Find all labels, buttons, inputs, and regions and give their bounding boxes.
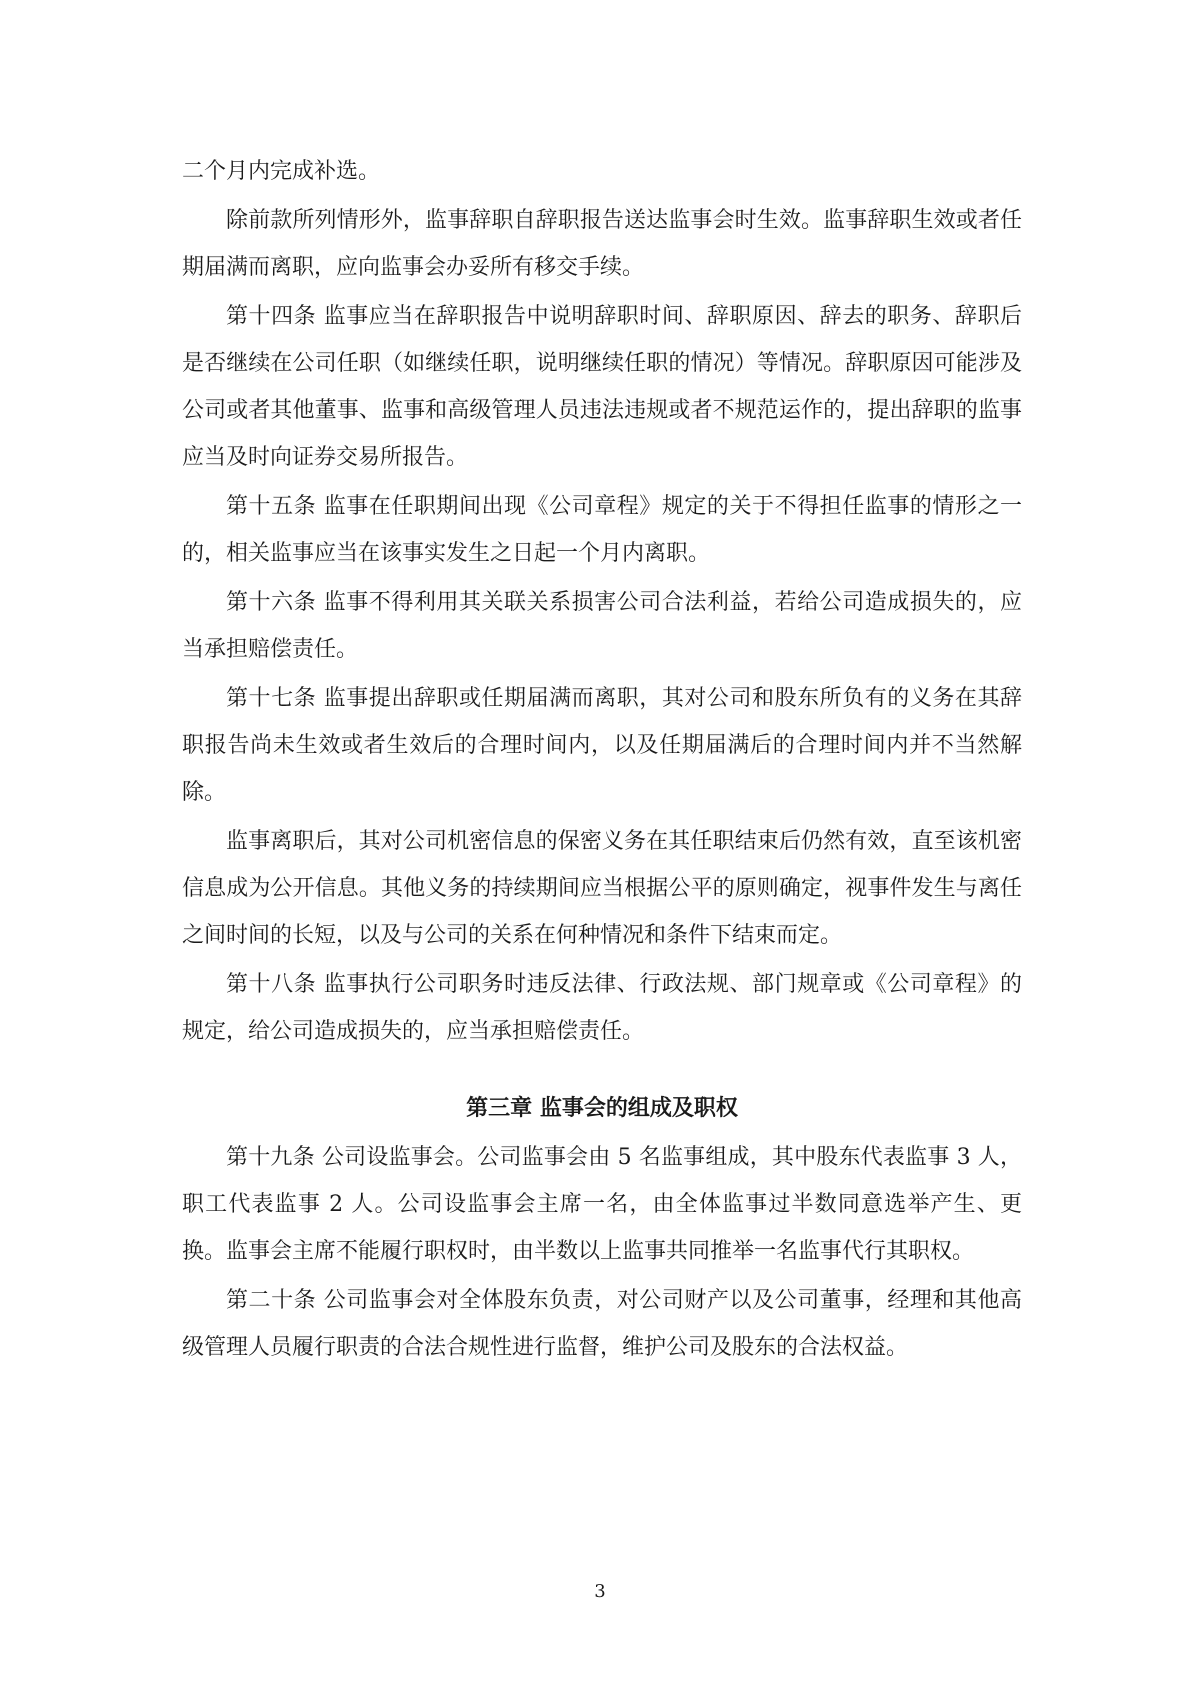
paragraph-0: 二个月内完成补选。 xyxy=(182,159,381,184)
paragraph-article-19: 第十九条 公司设监事会。公司监事会由 5 名监事组成，其中股东代表监事 3 人，职工代表监事 2 人。公司设监事会主席一名，由全体监事过半数同意选举产生、更换。监事会主席不能履行职权时，由半数以上监事共同推举一名监事代行其职权。 xyxy=(182,1145,1022,1264)
paragraph-post-departure: 监事离职后，其对公司机密信息的保密义务在其任职结束后仍然有效，直至该机密信息成为公开信息。其他义务的持续期间应当根据公平的原则确定，视事件发生与离任之间时间的长短，以及与公司的关系在何种情况和条件下结束而定。 xyxy=(182,829,1022,948)
paragraph-article-20: 第二十条 公司监事会对全体股东负责，对公司财产以及公司董事，经理和其他高级管理人员履行职责的合法合规性进行监督，维护公司及股东的合法权益。 xyxy=(182,1288,1022,1360)
page-number: 3 xyxy=(594,1581,606,1602)
paragraph-article-17: 第十七条 监事提出辞职或任期届满而离职，其对公司和股东所负有的义务在其辞职报告尚未生效或者生效后的合理时间内，以及任期届满后的合理时间内并不当然解除。 xyxy=(182,686,1022,805)
document-body xyxy=(182,148,1022,1373)
paragraph-1: 除前款所列情形外，监事辞职自辞职报告送达监事会时生效。监事辞职生效或者任期届满而离职，应向监事会办妥所有移交手续。 xyxy=(182,208,1022,280)
paragraph-article-14: 第十四条 监事应当在辞职报告中说明辞职时间、辞职原因、辞去的职务、辞职后是否继续在公司任职（如继续任职，说明继续任职的情况）等情况。辞职原因可能涉及公司或者其他董事、监事和高级管理人员违法违规或者不规范运作的，提出辞职的监事应当及时向证券交易所报告。 xyxy=(182,304,1022,470)
paragraph-article-18: 第十八条 监事执行公司职务时违反法律、行政法规、部门规章或《公司章程》的规定，给公司造成损失的，应当承担赔偿责任。 xyxy=(182,972,1022,1044)
paragraph-article-15: 第十五条 监事在任职期间出现《公司章程》规定的关于不得担任监事的情形之一的，相关监事应当在该事实发生之日起一个月内离职。 xyxy=(182,494,1022,566)
paragraph-article-16: 第十六条 监事不得利用其关联关系损害公司合法利益，若给公司造成损失的，应当承担赔偿责任。 xyxy=(182,590,1022,662)
chapter-heading: 第三章 监事会的组成及职权 xyxy=(466,1095,738,1121)
